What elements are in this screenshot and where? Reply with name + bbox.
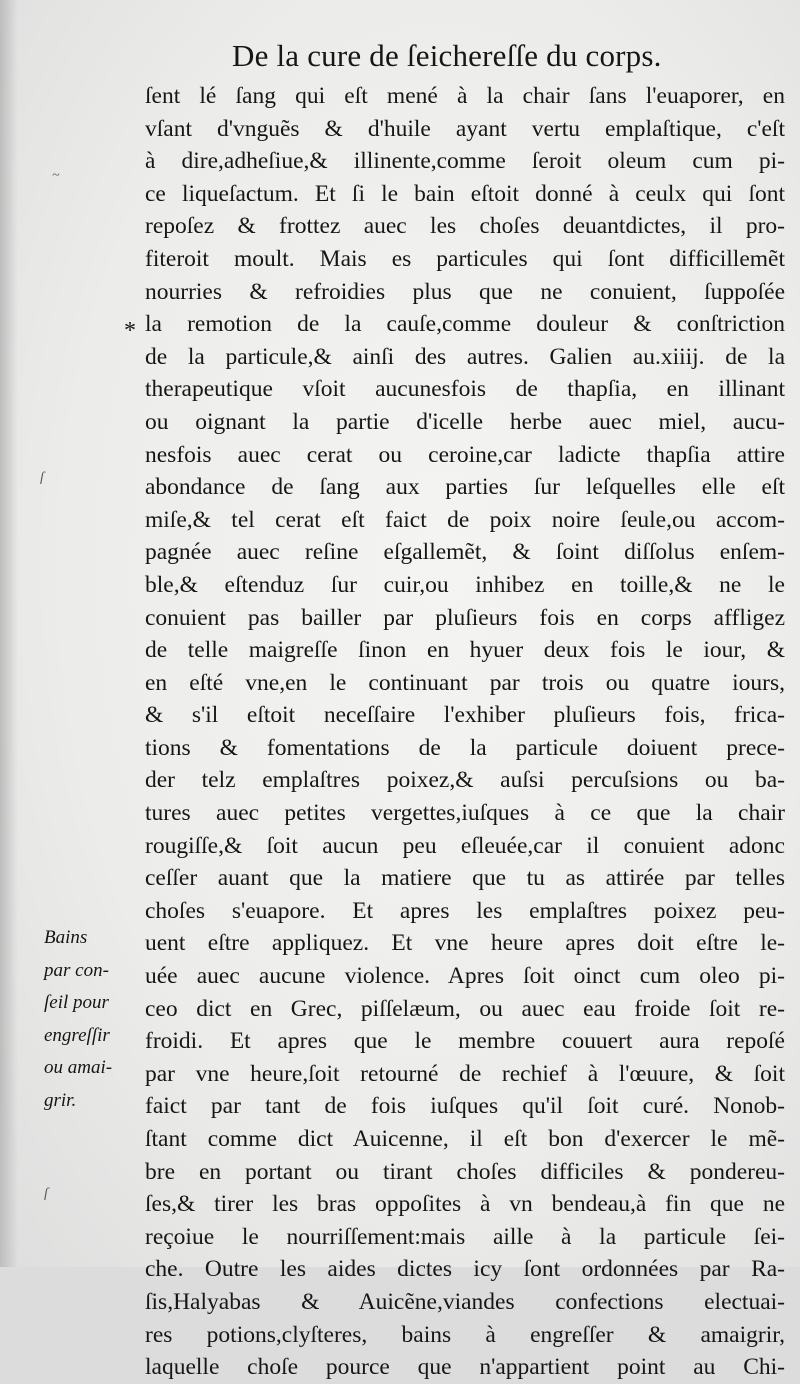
text-line: abondance de ſang aux parties ſur leſquelles elle eſt — [145, 474, 785, 501]
text-line: à dire,adheſiue,& illinente,comme ſeroit oleum cum pi- — [145, 148, 785, 175]
text-line: en eſté vne,en le continuant par trois ou quatre iours, — [145, 669, 785, 696]
text-line: pagnée auec reſine eſgallemẽt, & ſoint diſſolus enſem- — [145, 539, 785, 566]
margin-asterisk: * — [124, 318, 136, 344]
margin-note — [44, 922, 144, 1118]
text-line: miſe,& tel cerat eſt faict de poix noire ſeule,ou accom- — [145, 506, 785, 533]
text-line: ſent lé ſang qui eſt mené à la chair ſans l'euaporer, en — [145, 83, 785, 109]
text-line: nesfois auec cerat ou ceroine,car ladicte thapſia attire — [145, 441, 785, 468]
text-line: choſes s'euapore. Et apres les emplaſtres poixez peu- — [145, 897, 785, 924]
text-line: faict par tant de fois iuſques qu'il ſoit curé. Nonob- — [145, 1093, 785, 1120]
margin-note-line: ſeil pour — [44, 992, 109, 1014]
text-line: de la particule,& ainſi des autres. Galien au.xiiij. de la — [145, 343, 785, 370]
text-line: che. Outre les aides dictes icy ſont ordonnées par Ra- — [145, 1256, 785, 1283]
margin-note-line: Bains — [44, 927, 88, 948]
text-line: ce liqueſactum. Et ſi le bain eſtoit donné à ceulx qui ſont — [145, 180, 785, 207]
page-edge-shadow — [0, 0, 18, 1267]
text-line: conuient pas bailler par pluſieurs fois en corps affligez — [145, 604, 785, 631]
margin-note-line: par con- — [44, 959, 109, 981]
text-line: de telle maigreſſe ſinon en hyuer deux fois le iour, & — [145, 637, 785, 664]
text-line: laquelle choſe pource que n'appartient point au Chi- — [145, 1354, 785, 1381]
text-line: ou oignant la partie d'icelle herbe auec miel, aucu- — [145, 408, 785, 435]
text-line: ſtant comme dict Auicenne, il eſt bon d'exercer le mẽ- — [145, 1126, 785, 1152]
ink-smudge: ſ — [40, 470, 44, 485]
text-line: uent eſtre appliquez. Et vne heure apres doit eſtre le- — [145, 930, 785, 957]
text-line: vſant d'vnguẽs & d'huile ayant vertu emplaſtique, c'eſt — [145, 115, 785, 142]
text-line: res potions,clyſteres, bains à engreſſer & amaigrir, — [145, 1321, 785, 1348]
margin-note-line: ou amai- — [44, 1057, 113, 1079]
text-line: ceſſer auant que la matiere que tu as attirée par telles — [145, 865, 785, 892]
text-line: nourries & refroidies plus que ne conuient, ſuppoſée — [145, 278, 785, 305]
text-line: tures auec petites vergettes,iuſques à ce que la chair — [145, 800, 785, 827]
text-line: la remotion de la cauſe,comme douleur & conſtriction — [145, 311, 785, 338]
body-text — [145, 80, 785, 1384]
text-line: ſis,Halyabas & Auicẽne,viandes confections electuai- — [145, 1288, 785, 1315]
text-line: bre en portant ou tirant choſes difficiles & pondereu- — [145, 1158, 785, 1185]
text-line: ſes,& tirer les bras oppoſites à vn bendeau,à fin que ne — [145, 1191, 785, 1218]
ink-smudge: ~ — [52, 168, 60, 183]
text-line: ceo dict en Grec, piſſelæum, ou auec eau froide ſoit re- — [145, 995, 785, 1022]
text-line: par vne heure,ſoit retourné de rechief à l'œuure, & ſoit — [145, 1060, 785, 1087]
text-line: repoſez & frottez auec les choſes deuantdictes, il pro- — [145, 213, 785, 240]
text-line: tions & fomentations de la particule doiuent prece- — [145, 734, 785, 761]
text-line: ble,& eſtenduz ſur cuir,ou inhibez en toille,& ne le — [145, 571, 785, 598]
margin-note-line: engreſſir — [44, 1024, 110, 1046]
text-line: rougiſſe,& ſoit aucun peu eſleuée,car il conuient adonc — [145, 832, 785, 859]
text-line: fiteroit moult. Mais es particules qui ſont difficillemẽt — [145, 245, 785, 272]
text-line: & s'il eſtoit neceſſaire l'exhiber pluſieurs fois, frica- — [145, 702, 785, 729]
text-line: uée auec aucune violence. Apres ſoit oinct cum oleo pi- — [145, 963, 785, 990]
text-line: froidi. Et apres que le membre couuert aura repoſé — [145, 1028, 785, 1055]
margin-note-line: grir. — [44, 1089, 77, 1111]
text-line: der telz emplaſtres poixez,& auſsi percuſsions ou ba- — [145, 767, 785, 794]
ink-smudge: ſ — [44, 1186, 48, 1201]
text-line: therapeutique vſoit aucunesfois de thapſia, en illinant — [145, 376, 785, 403]
text-line: reçoiue le nourriſſement:mais aille à la particule ſei- — [145, 1223, 785, 1250]
running-header: De la cure de ſeichereſſe du corps. — [232, 38, 662, 73]
